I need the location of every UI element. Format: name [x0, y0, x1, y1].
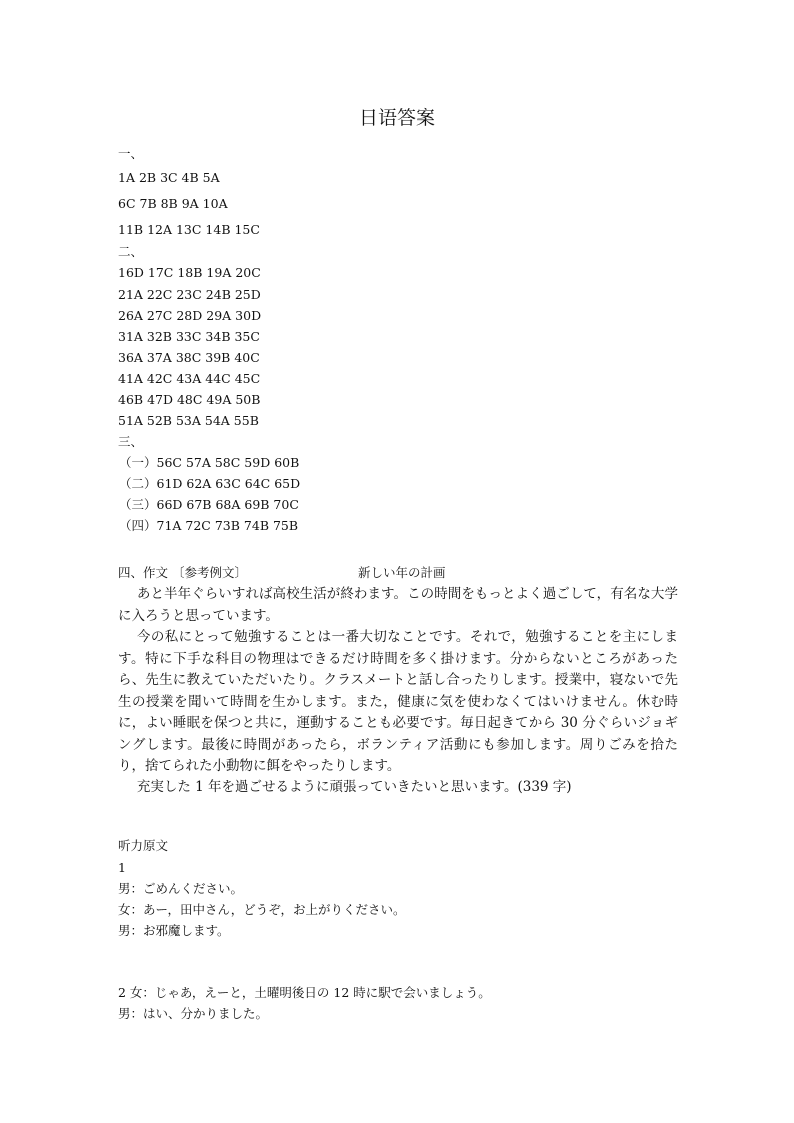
answer-row: 11B 12A 13C 14B 15C — [118, 222, 260, 237]
answer-row: 51A 52B 53A 54A 55B — [118, 413, 259, 428]
answer-row: 1A 2B 3C 4B 5A — [118, 170, 220, 185]
section3-heading: 三、 — [118, 434, 144, 449]
dialogue-line: 男：ごめんください。 — [118, 881, 244, 896]
answer-row: （二）61D 62A 63C 64C 65D — [119, 476, 301, 491]
dialogue-line: 女：あー，田中さん，どうぞ，お上がりください。 — [118, 902, 406, 917]
answer-row: 46B 47D 48C 49A 50B — [118, 392, 261, 407]
answer-row: 21A 22C 23C 24B 25D — [118, 287, 261, 302]
answer-row: （一）56C 57A 58C 59D 60B — [119, 455, 300, 470]
essay-paragraph: あと半年ぐらいすれば高校生活が終わます。この時間をもっとよく過ごして，有名な大学に入ろうと思っています。 — [118, 586, 678, 624]
answer-row: 16D 17C 18B 19A 20C — [118, 265, 261, 280]
essay-paragraph: 今の私にとって勉強することは一番大切なことです。それで，勉強することを主にします。特に下手な科目の物理はできるだけ時間を多く掛けます。分からないところがあったら、先生に教えていただいたり。クラスメートと話し合ったりします。授業中，寝ないで先生の授業を聞いて時間を生かします。また，健康に気を使わなくてはいけません。休む時に，よい睡眠を保つと共に，運動することも必要です。毎日起きてから 30 分ぐらいジョギングします。最後に時間があったら，ボランティア活動にも参加します。周りごみを拾たり，捨てられた小動物に餌をやったりします。 — [118, 629, 678, 774]
answer-row: 6C 7B 8B 9A 10A — [118, 196, 228, 211]
listening-heading: 听力原文 — [118, 838, 169, 853]
answer-row: 31A 32B 33C 34B 35C — [118, 329, 260, 344]
dialogue-line: 男：お邪魔します。 — [118, 923, 230, 938]
essay-paragraph: 充実した 1 年を過ごせるように頑張っていきたいと思います。(339 字) — [136, 779, 572, 795]
section2-heading: 二、 — [118, 244, 144, 259]
section1-heading: 一、 — [118, 146, 144, 161]
dialogue-line: 男：はい、分かりました。 — [118, 1006, 269, 1021]
answer-row: 26A 27C 28D 29A 30D — [118, 308, 262, 323]
essay-title: 新しい年の計画 — [358, 565, 446, 580]
answer-row: 41A 42C 43A 44C 45C — [118, 371, 261, 386]
dialogue-line: 2 女：じゃあ，えーと，土曜明後日の 12 時に駅で会いましょう。 — [118, 985, 491, 1000]
answer-row: 36A 37A 38C 39B 40C — [118, 350, 260, 365]
page-title: 日语答案 — [358, 107, 435, 129]
listening-item-number: 1 — [118, 860, 126, 875]
answer-row: （三）66D 67B 68A 69B 70C — [119, 497, 299, 512]
answer-row: （四）71A 72C 73B 74B 75B — [119, 518, 299, 533]
essay-label: 四、作文 〔参考例文〕 — [118, 565, 247, 580]
